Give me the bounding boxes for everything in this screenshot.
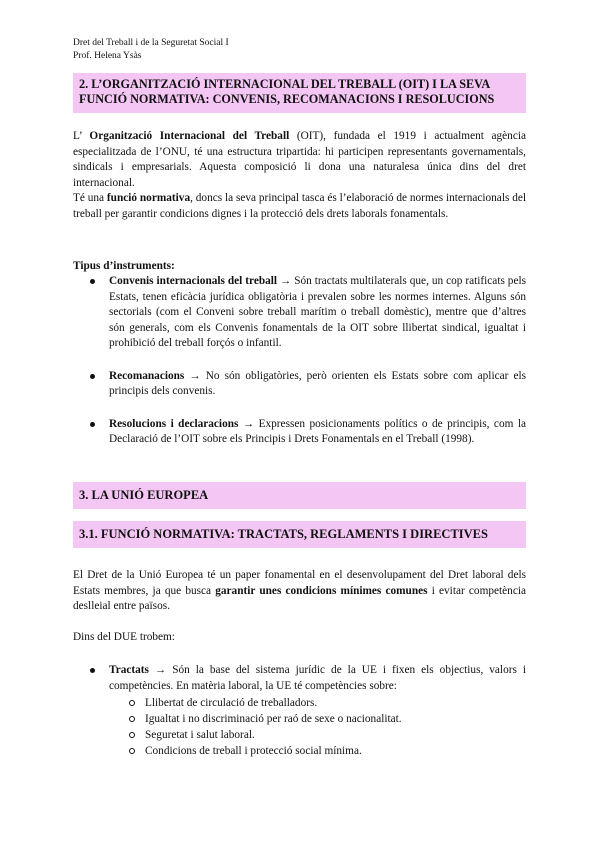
- text-run: L’: [73, 130, 90, 142]
- page-header: [73, 37, 229, 63]
- due-list: [73, 663, 526, 694]
- bullet-icon: [90, 422, 95, 427]
- text-run: → Expressen posicionaments polítics o de principis, com la Declaració de l’OIT sobre els Principis i Drets Fonamentals en el Treball (1998).: [109, 417, 526, 445]
- text-run: , doncs la seva principal tasca és l’elaboració de normes internacionals del treball per garantir condicions dignes i la protecció dels drets laborals fonamentals.: [73, 192, 527, 220]
- list-item: [73, 663, 526, 694]
- bold-term: funció normativa: [106, 192, 191, 204]
- due-intro: Dins del DUE trobem:: [73, 631, 175, 643]
- bold-term: Tipus d’instruments:: [73, 260, 175, 272]
- section-2-heading-line-1: 2. L’ORGANITZACIÓ INTERNACIONAL DEL TREBALL (OIT) I LA SEVA: [79, 77, 491, 91]
- professor-name: Prof. Helena Ysàs: [73, 51, 142, 61]
- instruments-title: [73, 259, 526, 275]
- text-run: (OIT), fundada el 1919 i actualment agència especialitzada de l’ONU, té una estructura tripartida: hi participen representants governamentals, sindicals i empresarials. Aquesta composició li dona una naturalesa única dins del dret internacional.: [73, 130, 526, 189]
- instruments-list: [73, 274, 526, 448]
- list-item: [73, 711, 526, 727]
- bullet-icon: [90, 668, 95, 673]
- circle-bullet-icon: [129, 732, 135, 738]
- section-3-1-heading: 3.1. FUNCIÓ NORMATIVA: TRACTATS, REGLAMENTS I DIRECTIVES: [73, 521, 526, 548]
- bold-term: Organització Internacional del Treball: [89, 130, 290, 142]
- bold-term: Recomanacions: [109, 369, 185, 382]
- text-run: Té una: [73, 192, 107, 204]
- text-run: → Són tractats multilaterals que, un cop ratificats pels Estats, tenen eficàcia jurídica obligatòria i prevalen sobre les normes internes. Alguns són sectorials (com el Conveni sobre treball marítim o treball domèstic), mentre que d’altres són generals, com els Convenis fonamentals de la OIT sobre llibertat sindical, igualtat i prohibició del treball forçós o infantil.: [109, 275, 527, 349]
- bullet-icon: [90, 374, 95, 379]
- text-run: → No són obligatòries, però orienten els Estats sobre com aplicar els principis dels convenis.: [109, 369, 526, 397]
- list-item: [73, 743, 526, 759]
- text-run: Llibertat de circulació de treballadors.: [145, 697, 318, 709]
- course-title: Dret del Treball i de la Seguretat Social I: [73, 38, 229, 48]
- text-run: Igualtat i no discriminació per raó de sexe o nacionalitat.: [145, 713, 402, 725]
- bold-term: Tractats: [109, 664, 149, 676]
- circle-bullet-icon: [129, 700, 135, 706]
- section-3-heading: 3. LA UNIÓ EUROPEA: [73, 482, 526, 509]
- text-run: Seguretat i salut laboral.: [145, 729, 255, 741]
- circle-bullet-icon: [129, 748, 135, 754]
- text-run: i evitar competència deslleial entre països.: [73, 584, 526, 612]
- section-2-heading-line-2: FUNCIÓ NORMATIVA: CONVENIS, RECOMANACIONS I RESOLUCIONS: [79, 92, 495, 106]
- bold-term: Resolucions i declaracions: [109, 417, 239, 430]
- eu-intro-paragraph: [73, 568, 526, 615]
- list-item: [73, 369, 526, 400]
- list-item: [73, 727, 526, 743]
- list-item: [73, 695, 526, 711]
- bold-term: garantir unes condicions mínimes comunes: [215, 584, 428, 597]
- list-item: [73, 417, 526, 448]
- oit-intro-paragraph: [73, 129, 526, 222]
- text-run: → Són la base del sistema jurídic de la UE i fixen els objectius, valors i competències. En matèria laboral, la UE té competències sobre:: [109, 664, 526, 692]
- list-item: [73, 274, 526, 352]
- section-2-heading: [73, 73, 526, 113]
- competencies-list: [73, 695, 526, 759]
- text-run: El Dret de la Unió Europea té un paper fonamental en el desenvolupament del Dret laboral dels Estats membres, ja que busca: [73, 569, 526, 597]
- text-run: Condicions de treball i protecció social mínima.: [145, 745, 362, 757]
- bold-term: Convenis internacionals del treball: [109, 275, 278, 287]
- circle-bullet-icon: [129, 716, 135, 722]
- bullet-icon: [90, 279, 95, 284]
